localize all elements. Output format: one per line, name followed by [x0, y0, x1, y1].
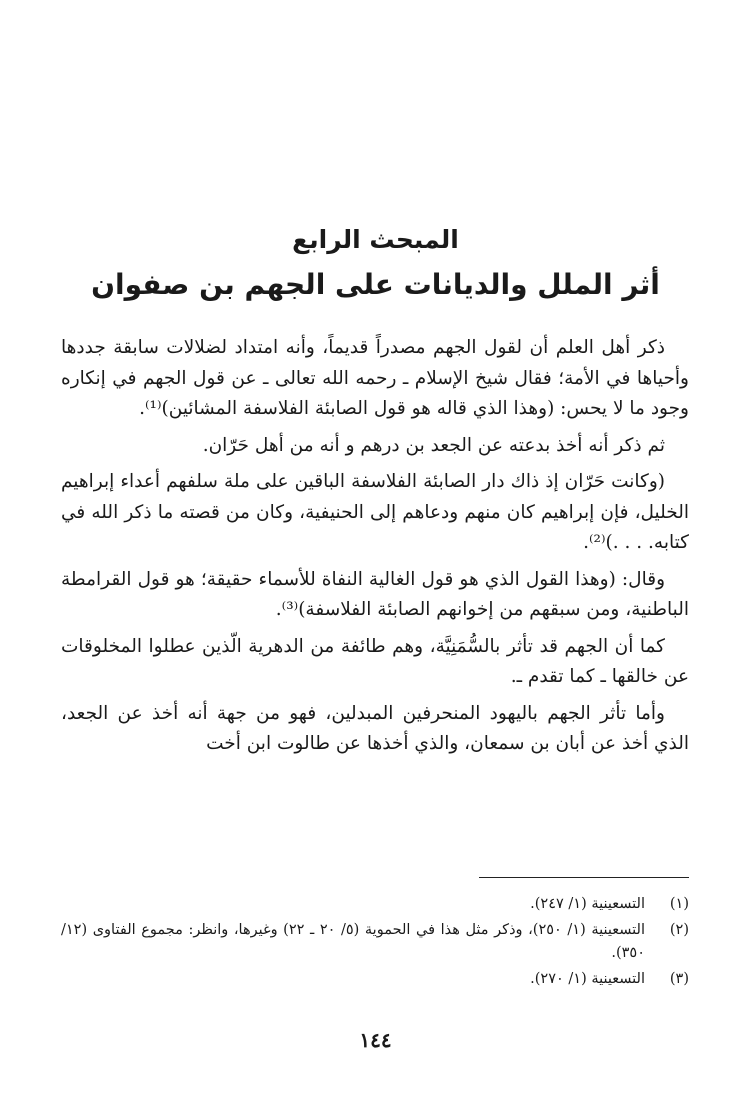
- footnote: [61, 893, 689, 916]
- section-title: أثر الملل والديانات على الجهم بن صفوان: [91, 268, 660, 301]
- footnote-text: التسعينية (١/ ٢٥٠)، وذكر مثل هذا في الحموية (٥/ ٢٠ ـ ٢٢) وغيرها، وانظر: مجموع الفتاوى (١٢/ ٣٥٠).: [61, 922, 645, 961]
- footnote: [61, 968, 689, 991]
- page-number: ١٤٤: [359, 1028, 392, 1052]
- footnote-text: التسعينية (١/ ٢٤٧).: [530, 896, 645, 912]
- paragraph: ذكر أهل العلم أن لقول الجهم مصدراً قديماً، وأنه امتداد لضلالات سابقة جددها وأحياها في الأمة؛ فقال شيخ الإسلام ـ رحمه الله تعالى ـ عن قول الجهم في إنكاره وجود ما لا يحس: (وهذا الذي قاله هو قول الصابئة الفلاسفة المشائين)⁽¹⁾.: [61, 337, 689, 419]
- paragraph: كما أن الجهم قد تأثر بالسُّمَنِيَّة، وهم طائفة من الدهرية الّذين عطلوا المخلوقات عن خالقها ـ كما تقدم ـ.: [61, 635, 689, 687]
- footnote-divider: [479, 877, 689, 878]
- footnote: [61, 919, 689, 965]
- footnote-number: (٢): [669, 922, 689, 938]
- paragraph: ثم ذكر أنه أخذ بدعته عن الجعد بن درهم و أنه من أهل حَرّان.: [202, 434, 665, 456]
- footnote-number: (٣): [669, 971, 689, 987]
- footnote-number: (١): [669, 896, 689, 912]
- section-label: المبحث الرابع: [292, 225, 459, 254]
- paragraph: وقال: (وهذا القول الذي هو قول الغالية النفاة للأسماء حقيقة؛ هو قول القرامطة الباطنية، ومن سبقهم من إخوانهم الصابئة الفلاسفة)⁽³⁾.: [61, 568, 689, 620]
- footnotes: [61, 893, 689, 994]
- body-text: [61, 333, 689, 766]
- paragraph: (وكانت حَرّان إذ ذاك دار الصابئة الفلاسفة الباقين على ملة سلفهم أعداء إبراهيم الخليل، فإن إبراهيم كان منهم ودعاهم إلى الحنيفية، وكان من قصته ما ذكر الله في كتابه. . . .)⁽²⁾.: [61, 471, 689, 553]
- paragraph: وأما تأثر الجهم باليهود المنحرفين المبدلين، فهو من جهة أنه أخذ عن الجعد، الذي أخذ عن أبان بن سمعان، والذي أخذها عن طالوت ابن أخت: [61, 702, 689, 754]
- section-header: [60, 218, 691, 308]
- footnote-text: التسعينية (١/ ٢٧٠).: [530, 971, 645, 987]
